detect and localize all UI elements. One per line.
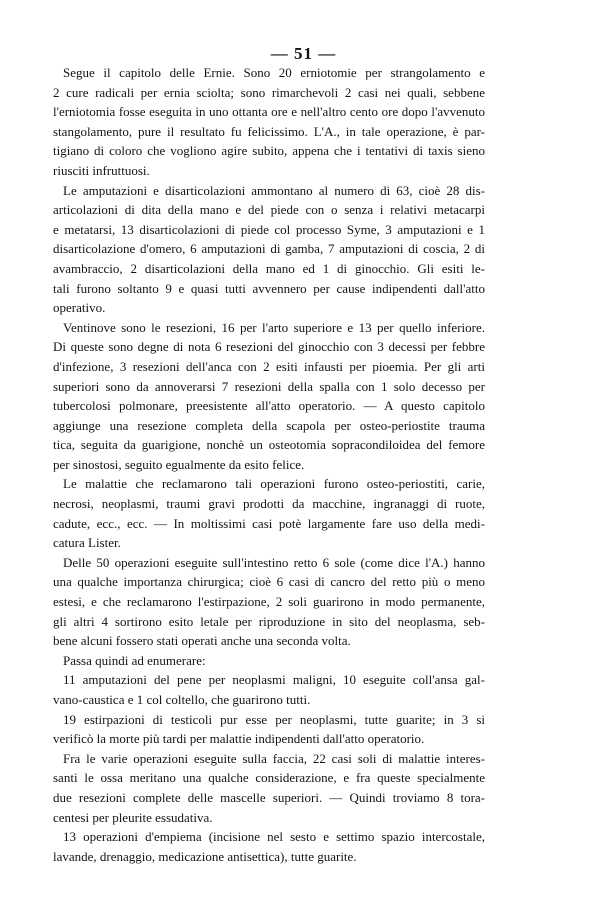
text-line: santi le ossa meritano una qualche considerazione, e fra queste specialmente: [53, 770, 485, 786]
text-line: necrosi, neoplasmi, traumi gravi prodotti da macchine, ingranaggi di ruote,: [53, 496, 485, 512]
text-line: e metatarsi, 13 disarticolazioni di piede col processo Syme, 3 amputazioni e 1: [53, 221, 485, 237]
paragraph: [53, 710, 485, 749]
text-line: Passa quindi ad enumerare:: [63, 652, 206, 668]
text-line: una qualche importanza chirurgica; cioè 6 casi di cancro del retto più o meno: [53, 574, 485, 590]
text-line: d'infezione, 3 resezioni dell'anca con 2 esiti infausti per pioemia. Per gli arti: [53, 358, 485, 374]
text-line: cadute, ecc., ecc. — In moltissimi casi potè largamente fare uso della medi-: [53, 515, 485, 531]
text-line: operativo.: [53, 300, 106, 316]
paragraph: [53, 318, 485, 475]
text-line: articolazioni di dita della mano e del piede con o senza i relativi metacarpi: [53, 202, 485, 218]
paragraph: [53, 181, 485, 318]
text-line: superiori sono da annoverarsi 7 resezioni della spalla con 1 solo decesso per: [53, 378, 485, 394]
text-line: due resezioni complete delle mascelle superiori. — Quindi troviamo 8 tora-: [53, 789, 485, 805]
paragraph: [53, 827, 485, 866]
text-line: 13 operazioni d'empiema (incisione nel sesto e settimo spazio intercostale,: [63, 829, 485, 845]
text-line: tica, seguita da guarigione, nonchè un osteotomia sopracondiloidea del femore: [53, 437, 485, 453]
text-line: Fra le varie operazioni eseguite sulla faccia, 22 casi soli di malattie interes-: [63, 750, 485, 766]
text-line: aggiunge una resezione completa della scapola per osteo-periostite traumа: [53, 417, 485, 433]
text-line: verificò la morte più tardi per malattie indipendenti dall'atto operatorio.: [53, 731, 425, 747]
body-text: [53, 63, 485, 866]
text-line: Delle 50 operazioni eseguite sull'intestino retto 6 sole (come dice l'A.) hanno: [63, 554, 485, 570]
text-line: vano-caustica e 1 col coltello, che guarirono tutti.: [53, 692, 311, 707]
text-line: Ventinove sono le resezioni, 16 per l'arto superiore e 13 per quello inferiore.: [63, 319, 485, 335]
text-line: gli altri 4 sortirono esito letale per riproduzione in sito del neoplasma, seb-: [53, 613, 485, 629]
text-line: per sinostosi, seguito egualmente da esito felice.: [53, 456, 305, 472]
text-line: Segue il capitolo delle Ernie. Sono 20 erniotomie per strangolamento e: [63, 65, 485, 80]
text-line: lavande, drenaggio, medicazione antisettica), tutte guarite.: [53, 848, 357, 864]
text-line: l'erniotomia fosse eseguita in uno ottanta ore e nell'altro cento ore dopo l'avvenuto: [53, 104, 485, 120]
text-line: disarticolazione d'omero, 6 amputazioni di gamba, 7 amputazioni di coscia, 2 di: [53, 241, 485, 257]
text-line: Di queste sono degne di nota 6 resezioni del ginocchio con 3 decessi per febbre: [53, 339, 485, 355]
text-line: tubercolosi polmonare, preesistente all'atto operatorio. — A questo capitolo: [53, 398, 485, 414]
text-line: Le malattie che reclamarono tali operazioni furono osteo-periostiti, carie,: [63, 476, 485, 492]
text-line: tigiano di coloro che vogliono agire subito, appena che i tentativi di taxis sieno: [53, 143, 485, 159]
text-line: 2 cure radicali per ernia sciolta; sono rimarchevoli 2 casi nei quali, sebbene: [53, 84, 485, 100]
text-line: bene alcuni fossero stati operati anche una seconda volta.: [53, 633, 351, 649]
paragraph: [53, 749, 485, 827]
paragraph: [53, 670, 485, 709]
text-line: 19 estirpazioni di testicoli pur esse per neoplasmi, tutte guarite; in 3 si: [63, 711, 485, 727]
text-line: avambraccio, 2 disarticolazioni della mano ed 1 di ginocchio. Gli esiti le-: [53, 260, 485, 276]
text-line: estesi, e che reclamarono l'estirpazione, 2 soli guarirono in modo permanente,: [53, 594, 485, 610]
text-line: 11 amputazioni del pene per neoplasmi maligni, 10 eseguite coll'ansa gal-: [63, 672, 485, 688]
text-line: centesi per pleurite essudativa.: [53, 809, 213, 825]
text-line: riusciti infruttuosi.: [53, 162, 150, 178]
text-line: catura Lister.: [53, 535, 121, 551]
paragraph: [53, 474, 485, 552]
paragraph: [53, 553, 485, 651]
text-line: tali furono soltanto 9 e quasi tutti avvennero per cause indipendenti dall'atto: [53, 280, 485, 296]
page-number: — 51 —: [270, 44, 337, 63]
text-line: Le amputazioni e disarticolazioni ammontano al numero di 63, cioè 28 dis-: [63, 182, 485, 198]
text-line: stangolamento, pure il resultato fu felicissimo. L'A., in tale operazione, è par-: [53, 123, 485, 139]
paragraph: [53, 651, 485, 671]
paragraph: [53, 63, 485, 181]
